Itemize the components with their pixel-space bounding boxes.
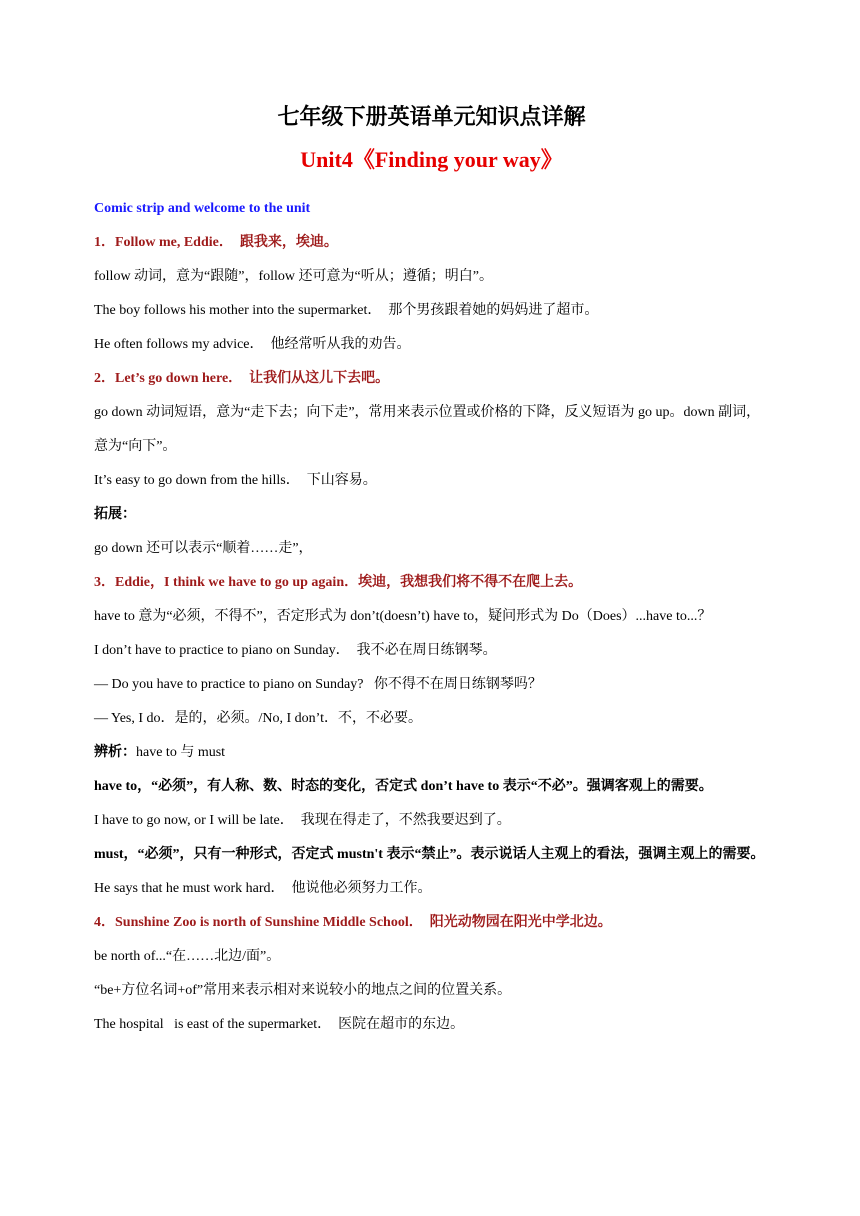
comparison-label [94, 736, 769, 770]
text-paragraph: have to 意为“必须，不得不”，否定形式为 don’t(doesn’t) have to，疑问形式为 Do（Does）...have to...？ [94, 609, 712, 624]
have-to-explanation: have to，“必须”，有人称、数、时态的变化，否定式 don’t have to 表示“不必”。强调客观上的需要。 [94, 779, 713, 794]
text-line: go down 还可以表示“顺着……走”， [94, 541, 313, 556]
point-3-heading: 3．Eddie，I think we have to go up again．埃迪，我想我们将不得不在爬上去。 [94, 575, 583, 590]
document-title: 七年级下册英语单元知识点详解 [277, 104, 586, 129]
section-heading: Comic strip and welcome to the unit [94, 201, 311, 216]
dialogue-line: — Do you have to practice to piano on Sunday? 你不得不在周日练钢琴吗？ [94, 677, 542, 692]
extension-label: 拓展： [94, 507, 136, 522]
must-explanation: must，“必须”，只有一种形式，否定式 mustn't 表示“禁止”。表示说话人主观上的看法，强调主观上的需要。 [94, 847, 765, 862]
unit-title: Unit4《Finding your way》 [300, 147, 563, 172]
text-line: “be+方位名词+of”常用来表示相对来说较小的地点之间的位置关系。 [94, 983, 512, 998]
text-line: be north of...“在……北边/面”。 [94, 949, 281, 964]
example-sentence: I have to go now, or I will be late． 我现在得走了，不然我要迟到了。 [94, 813, 511, 828]
document-content [94, 98, 769, 1042]
comparison-label-bold: 辨析： [94, 745, 136, 760]
example-sentence: He says that he must work hard． 他说他必须努力工作。 [94, 881, 432, 896]
example-sentence: The hospital is east of the supermarket． 医院在超市的东边。 [94, 1017, 465, 1032]
point-1-heading: 1．Follow me, Eddie． 跟我来，埃迪。 [94, 235, 338, 250]
point-4-heading: 4．Sunshine Zoo is north of Sunshine Middle School． 阳光动物园在阳光中学北边。 [94, 915, 612, 930]
example-sentence: The boy follows his mother into the supermarket． 那个男孩跟着她的妈妈进了超市。 [94, 303, 599, 318]
point-2-heading: 2．Let’s go down here． 让我们从这儿下去吧。 [94, 371, 390, 386]
example-sentence: He often follows my advice． 他经常听从我的劝告。 [94, 337, 411, 352]
dialogue-line: — Yes, I do．是的，必须。/No, I don’t．不，不必要。 [94, 711, 422, 726]
text-paragraph: go down 动词短语，意为“走下去；向下走”，常用来表示位置或价格的下降，反义短语为 go up。down 副词，意为“向下”。 [94, 405, 761, 454]
example-sentence: I don’t have to practice to piano on Sunday． 我不必在周日练钢琴。 [94, 643, 497, 658]
comparison-label-rest: have to 与 must [136, 745, 226, 760]
example-sentence: It’s easy to go down from the hills． 下山容易。 [94, 473, 377, 488]
text-line: follow 动词，意为“跟随”，follow 还可意为“听从；遵循；明白”。 [94, 269, 493, 284]
